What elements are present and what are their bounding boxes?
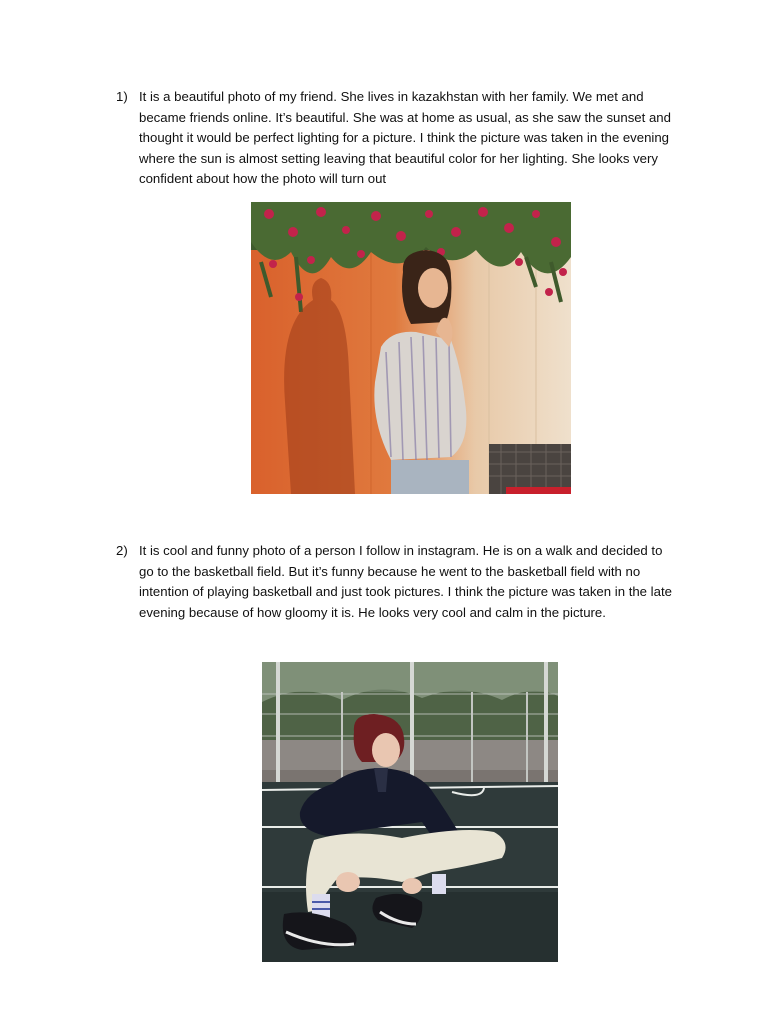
list-number-2: 2)	[116, 543, 128, 558]
paragraph-1	[116, 87, 676, 190]
photo-friend-sunset	[251, 202, 571, 494]
photo-person-basketball-court	[262, 662, 558, 962]
paragraph-2	[116, 541, 676, 623]
paragraph-1-text: It is a beautiful photo of my friend. She lives in kazakhstan with her family. We met and became friends online. It’s beautiful. She was at home as usual, as she saw the sunset and thought it would be perfect lighting for a picture. I think the picture was taken in the evening where the sun is almost setting leaving that beautiful color for her lighting. She looks very confident about how the photo will turn out	[139, 89, 671, 186]
list-number-1: 1)	[116, 89, 128, 104]
paragraph-2-text: It is cool and funny photo of a person I follow in instagram. He is on a walk and decided to go to the basketball field. But it’s funny because he went to the basketball field with no intention of playing basketball and just took pictures. I think the picture was taken in the late evening because of how gloomy it is. He looks very cool and calm in the picture.	[139, 543, 672, 620]
